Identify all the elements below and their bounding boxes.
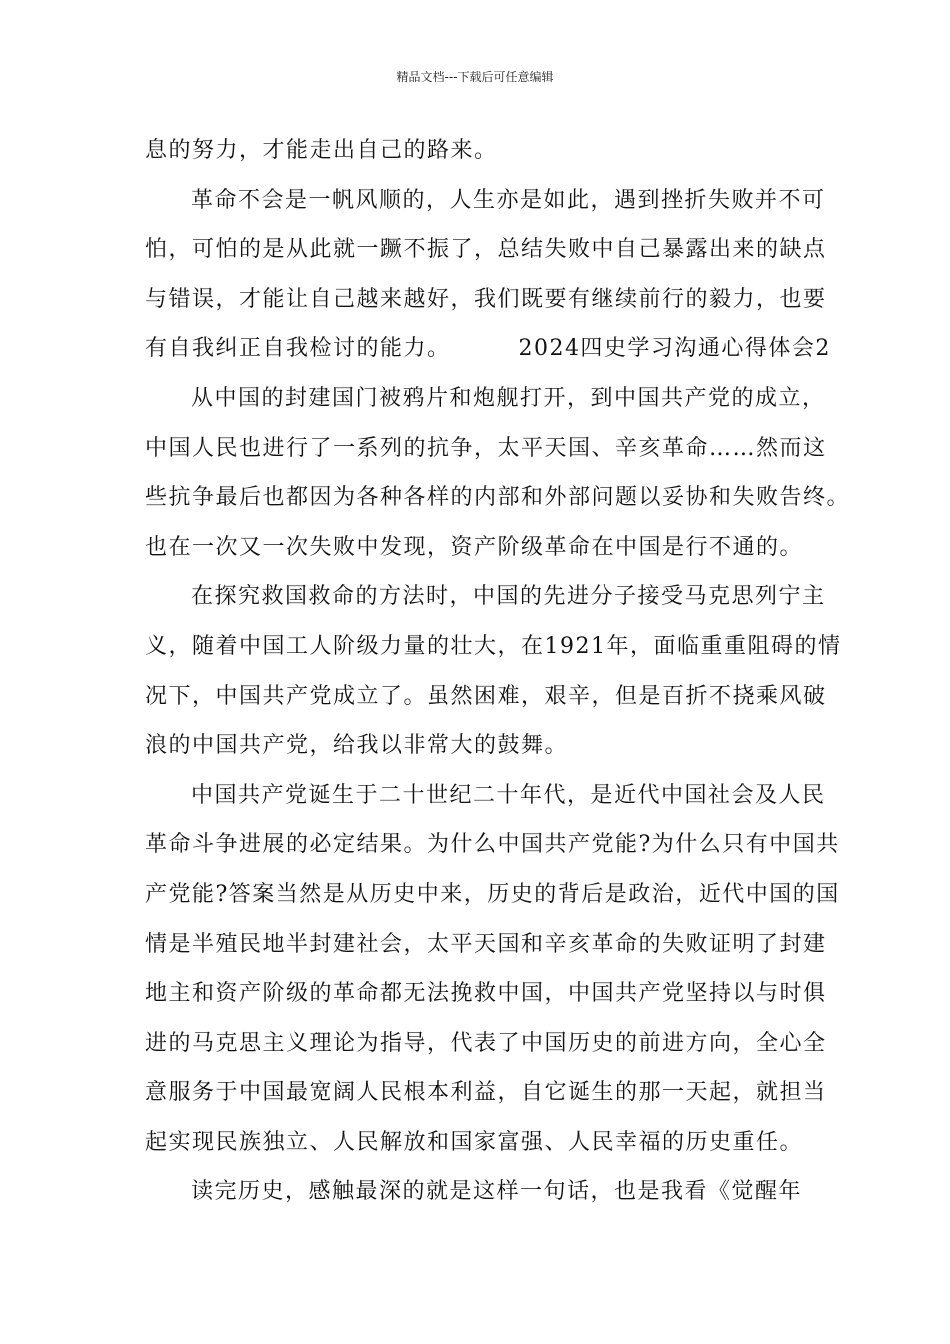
text-line: 中国人民也进行了一系列的抗争，太平天国、辛亥革命……然而这 (145, 435, 827, 461)
page-header: 精品文档---下载后可任意编辑 (396, 70, 554, 84)
text-line: 地主和资产阶级的革命都无法挽救中国，中国共产党坚持以与时俱 (145, 981, 827, 1007)
text-line: 从中国的封建国门被鸦片和炮舰打开，到中国共产党的成立， (191, 385, 826, 411)
text-line: 意服务于中国最宽阔人民根本利益，自它诞生的那一天起，就担当 (145, 1080, 827, 1106)
text-line: 怕，可怕的是从此就一蹶不振了，总结失败中自己暴露出来的缺点 (145, 237, 827, 263)
text-line: 革命斗争进展的必定结果。为什么中国共产党能?为什么只有中国共 (145, 832, 840, 858)
text-line: 进的马克思主义理论为指导，代表了中国历史的前进方向，全心全 (145, 1030, 827, 1056)
text-line: 起实现民族独立、人民解放和国家富强、人民幸福的历史重任。 (145, 1129, 804, 1155)
text-line: 产党能?答案当然是从历史中来，历史的背后是政治，近代中国的国 (145, 881, 840, 907)
text-line: 情是半殖民地半封建社会，太平天国和辛亥革命的失败证明了封建 (145, 931, 827, 957)
text-line: 读完历史，感触最深的就是这样一句话，也是我看《觉醒年 (191, 1179, 803, 1205)
text-line: 浪的中国共产党，给我以非常大的鼓舞。 (145, 733, 569, 759)
text-line: 也在一次又一次失败中发现，资产阶级革命在中国是行不通的。 (145, 534, 804, 560)
text-line: 中国共产党诞生于二十世纪二十年代，是近代中国社会及人民 (191, 782, 826, 808)
text-line: 息的努力，才能走出自己的路来。 (145, 138, 498, 163)
text-line: 在探究救国救命的方法时，中国的先进分子接受马克思列宁主 (191, 584, 826, 610)
text-line: 有自我纠正自我检讨的能力。 2024四史学习沟通心得体会2 (145, 336, 831, 362)
document-body (145, 126, 851, 1217)
text-line: 义，随着中国工人阶级力量的壮大，在1921年，面临重重阻碍的情 (145, 633, 842, 659)
text-line: 革命不会是一帆风顺的，人生亦是如此，遇到挫折失败并不可 (191, 187, 826, 213)
text-line: 与错误，才能让自己越来越好，我们既要有继续前行的毅力，也要 (145, 286, 827, 312)
text-line: 些抗争最后也都因为各种各样的内部和外部问题以妥协和失败告终。 (145, 485, 851, 511)
text-line: 况下，中国共产党成立了。虽然困难，艰辛，但是百折不挠乘风破 (145, 683, 827, 709)
